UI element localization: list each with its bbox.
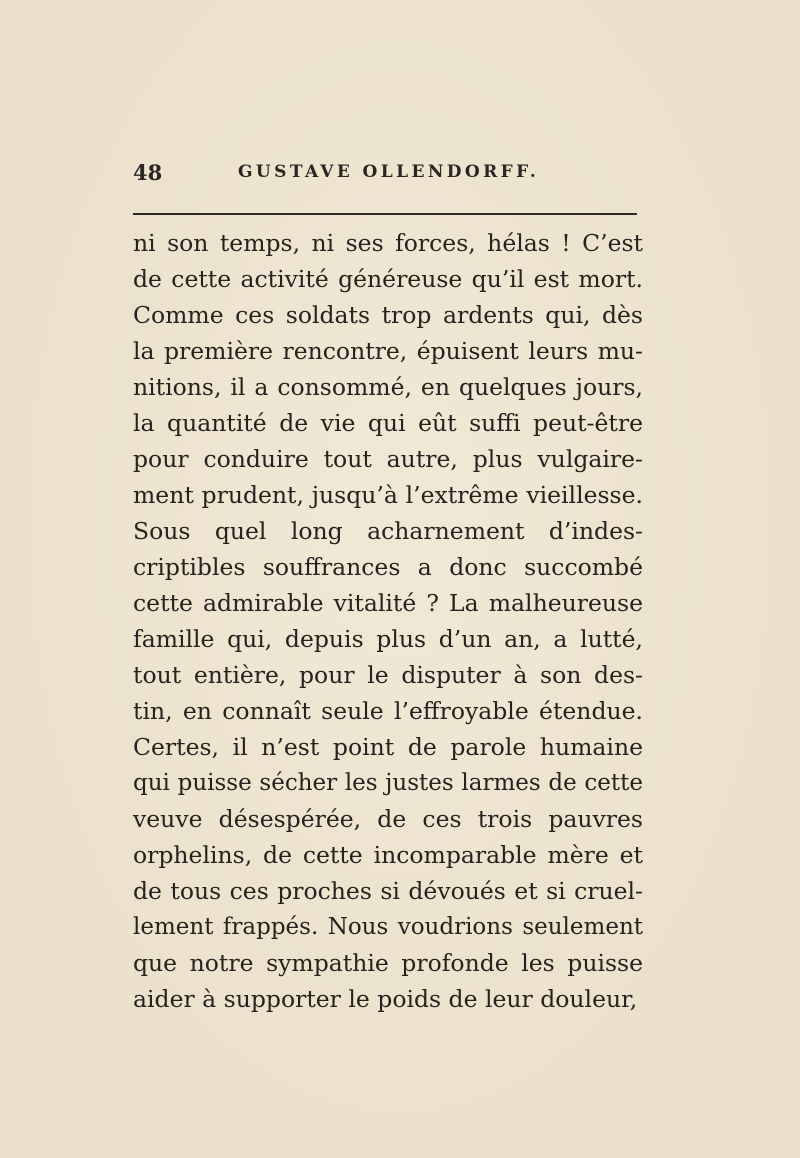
text-line: aider à supporter le poids de leur douleur, [133,985,638,1013]
text-line: ment prudent, jusqu’à l’extrême vieillesse. [133,481,643,509]
text-line: pour conduire tout autre, plus vulgaire- [133,445,643,473]
text-line: lement frappés. Nous voudrions seulement [133,914,643,940]
text-line: tout entière, pour le disputer à son des- [133,661,643,689]
text-line: de tous ces proches si dévoués et si cruel- [133,877,643,905]
text-line: qui puisse sécher les justes larmes de cette [133,770,643,796]
text-line: famille qui, depuis plus d’un an, a lutté, [133,625,643,653]
page-number: 48 [133,160,163,185]
text-line: tin, en connaît seule l’effroyable étendue. [133,697,643,725]
text-line: ni son temps, ni ses forces, hélas ! C’est [133,229,643,257]
text-line: Comme ces soldats trop ardents qui, dès [133,301,643,329]
text-line: Sous quel long acharnement d’indes- [133,517,643,545]
header-rule [133,213,637,215]
text-line: veuve désespérée, de ces trois pauvres [133,805,643,833]
text-line: Certes, il n’est point de parole humaine [133,733,643,761]
text-line: que notre sympathie profonde les puisse [133,949,643,977]
text-line: criptibles souffrances a donc succombé [133,553,643,581]
text-line: cette admirable vitalité ? La malheureuse [133,589,643,617]
text-line: la première rencontre, épuisent leurs mu- [133,337,643,365]
text-line: orphelins, de cette incomparable mère et [133,841,643,869]
running-title: GUSTAVE OLLENDORFF. [238,162,540,182]
text-line: la quantité de vie qui eût suffi peut-être [133,409,643,437]
text-line: de cette activité généreuse qu’il est mort. [133,265,643,293]
page-header [133,160,643,190]
body-text [133,225,643,1017]
text-line: nitions, il a consommé, en quelques jours, [133,373,643,401]
